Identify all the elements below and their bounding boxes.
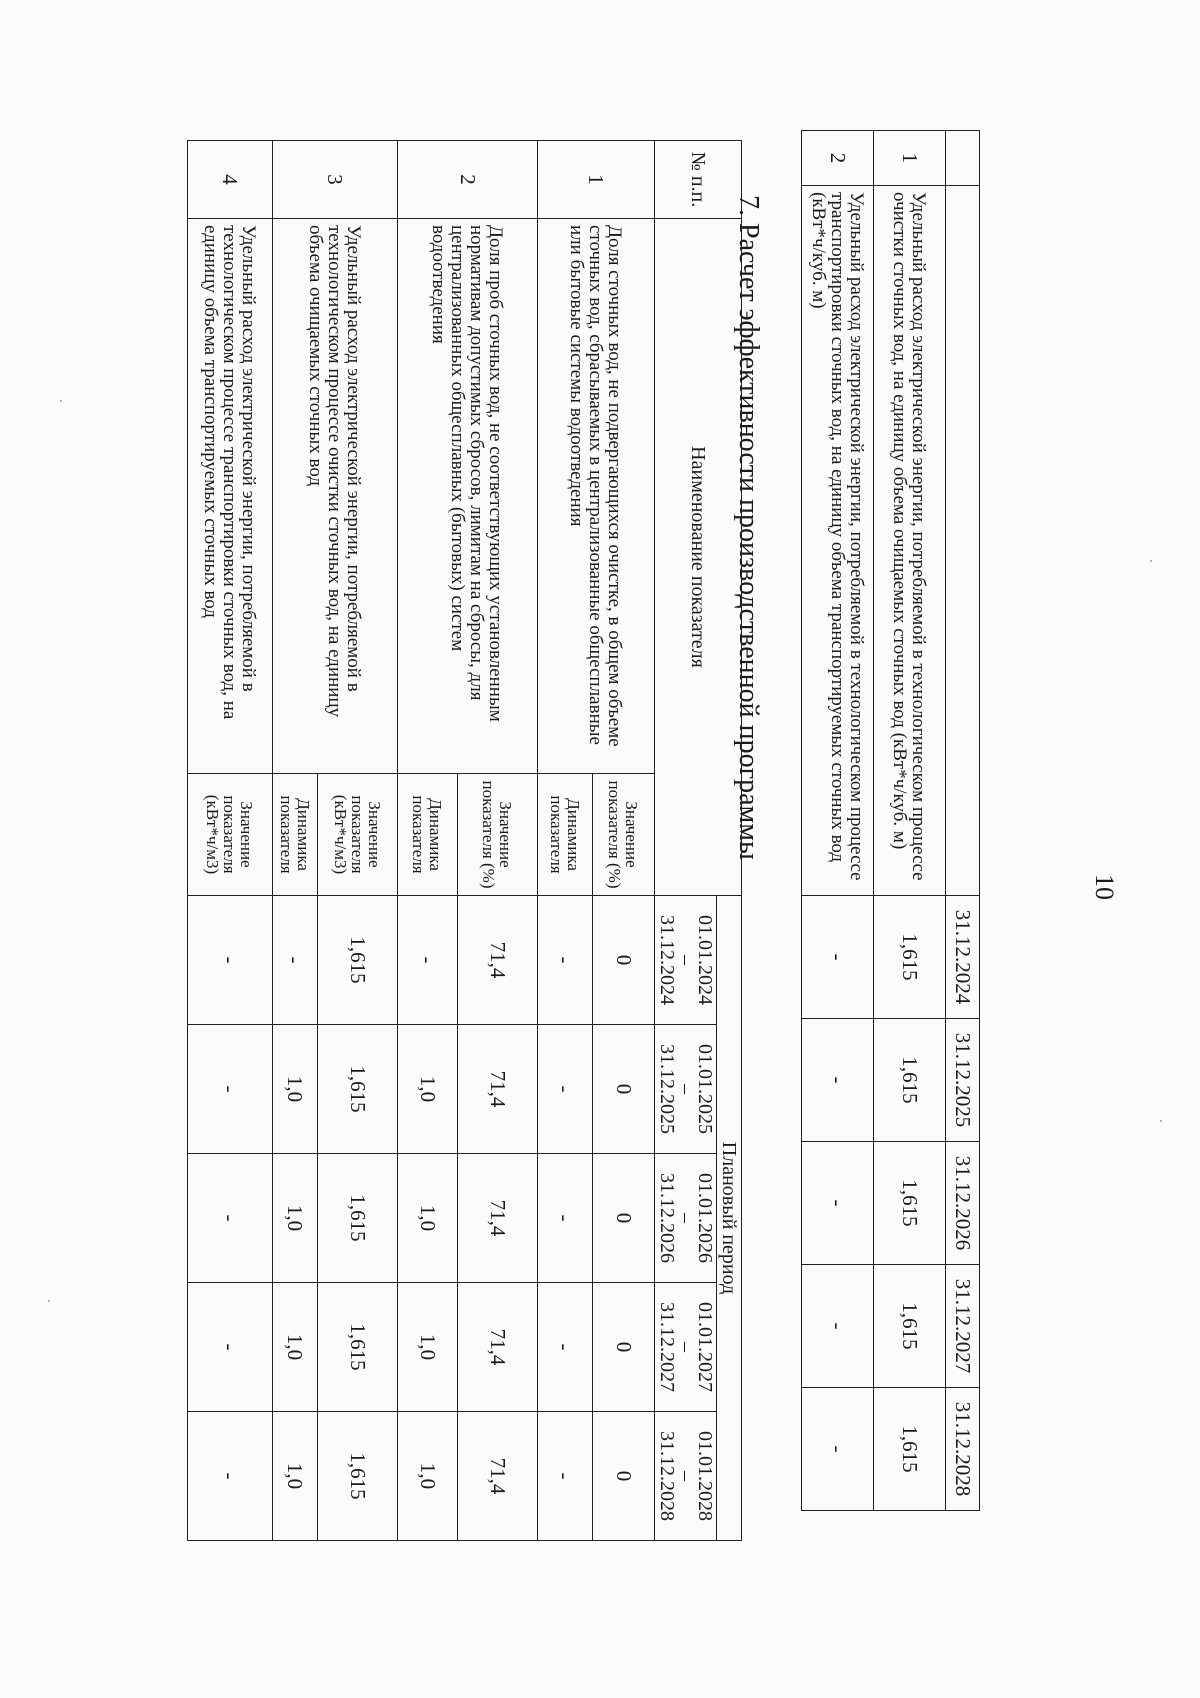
top-date-header: 31.12.2025	[946, 1019, 980, 1142]
indicator-row	[593, 141, 655, 1541]
period-dash: –	[675, 1213, 697, 1223]
value-cell: -	[802, 1388, 874, 1511]
indicator-row	[458, 141, 538, 1541]
period-cell	[655, 1412, 717, 1541]
period-dash: –	[675, 1084, 697, 1094]
value-cell: -	[802, 1019, 874, 1142]
period-from: 01.01.2026	[694, 1173, 716, 1263]
value-cell: -	[188, 1412, 273, 1541]
value-cell: 71,4	[458, 1412, 538, 1541]
value-cell: -	[188, 896, 273, 1025]
value-cell: -	[538, 1154, 593, 1283]
value-cell: -	[538, 1025, 593, 1154]
indicator-name: Удельный расход электрической энергии, потребляемой в технологическом процессе транспортировки сточных вод, на единицу объема транспортируемых сточных вод	[188, 219, 273, 774]
value-cell: 1,615	[318, 1154, 398, 1283]
indicator-name: Удельный расход электрической энергии, потребляемой в технологическом процессе очистки сточных вод, на единицу объема очищаемых сточных вод	[273, 219, 398, 774]
scan-speck	[1160, 1120, 1162, 1122]
value-cell: 71,4	[458, 1283, 538, 1412]
page-number: 10	[1090, 874, 1119, 900]
value-cell: 0	[593, 1412, 655, 1541]
top-date-header: 31.12.2024	[946, 896, 980, 1019]
value-cell: -	[802, 1265, 874, 1388]
top-date-header: 31.12.2028	[946, 1388, 980, 1511]
value-cell: 71,4	[458, 1025, 538, 1154]
row-number: 2	[802, 131, 874, 186]
sub-label: Значение показателя (кВт*ч/м3)	[318, 774, 398, 896]
sub-label: Динамика показателя	[273, 774, 318, 896]
value-cell: -	[188, 1283, 273, 1412]
sub-label: Динамика показателя	[398, 774, 458, 896]
value-cell: 0	[593, 896, 655, 1025]
period-from: 01.01.2028	[694, 1431, 716, 1521]
period-dash: –	[675, 955, 697, 965]
value-cell: -	[802, 1142, 874, 1265]
indicator-name: Удельный расход электрической энергии, потребляемой в технологическом процессе очистки сточных вод, на единицу объема очищаемых сточных вод (кВт*ч/куб. м)	[874, 186, 946, 896]
section-title: 7. Расчет эффективности производственной программы	[733, 195, 764, 860]
scan-speck	[48, 1300, 50, 1302]
sub-label: Значение показателя (кВт*ч/м3)	[188, 774, 273, 896]
value-cell: 0	[593, 1154, 655, 1283]
value-cell: 1,615	[874, 1142, 946, 1265]
value-cell: 1,0	[273, 1154, 318, 1283]
value-cell: 1,0	[273, 1412, 318, 1541]
period-cell	[655, 1283, 717, 1412]
top-table-block	[801, 130, 980, 1511]
value-cell: -	[538, 1412, 593, 1541]
value-cell: 1,615	[318, 1283, 398, 1412]
scan-speck	[60, 400, 62, 402]
period-to: 31.12.2024	[656, 915, 678, 1005]
period-from: 01.01.2024	[694, 915, 716, 1005]
row-number: 1	[874, 131, 946, 186]
column-header-name: Наименование показателя	[655, 219, 742, 896]
value-cell: -	[273, 896, 318, 1025]
value-cell: 1,0	[398, 1025, 458, 1154]
main-table	[187, 140, 742, 1541]
value-cell: -	[538, 896, 593, 1025]
period-from: 01.01.2027	[694, 1302, 716, 1392]
period-to: 31.12.2027	[656, 1302, 678, 1392]
period-dash: –	[675, 1342, 697, 1352]
indicator-name: Доля проб сточных вод, не соответствующих установленным нормативам допустимых сбросов, лимитам на сбросы, для централизованных общесплавных (бытовых) систем водоотведения	[398, 219, 538, 774]
top-table-row	[802, 131, 874, 1511]
top-table-header-row	[946, 131, 980, 1511]
sub-label: Значение показателя (%)	[458, 774, 538, 896]
period-dash: –	[675, 1471, 697, 1481]
value-cell: 71,4	[458, 1154, 538, 1283]
value-cell: -	[398, 896, 458, 1025]
period-header: Плановый период	[717, 896, 742, 1541]
row-number: 2	[398, 141, 538, 219]
value-cell: 1,615	[874, 1019, 946, 1142]
indicator-row	[318, 141, 398, 1541]
indicator-row	[188, 141, 273, 1541]
row-number: 1	[538, 141, 655, 219]
value-cell: -	[538, 1283, 593, 1412]
value-cell: 1,0	[273, 1283, 318, 1412]
top-table-empty-cell	[946, 186, 980, 896]
value-cell: 1,615	[874, 896, 946, 1019]
value-cell: 0	[593, 1283, 655, 1412]
period-from: 01.01.2025	[694, 1044, 716, 1134]
value-cell: 1,615	[318, 1025, 398, 1154]
scan-speck	[1150, 560, 1152, 562]
value-cell: -	[188, 1154, 273, 1283]
value-cell: 1,0	[398, 1412, 458, 1541]
value-cell: 1,615	[874, 1265, 946, 1388]
sub-label: Значение показателя (%)	[593, 774, 655, 896]
period-cell	[655, 896, 717, 1025]
period-to: 31.12.2028	[656, 1431, 678, 1521]
value-cell: 1,615	[874, 1388, 946, 1511]
value-cell: 1,615	[318, 1412, 398, 1541]
top-date-header: 31.12.2027	[946, 1265, 980, 1388]
top-date-header: 31.12.2026	[946, 1142, 980, 1265]
top-table-empty-cell	[946, 131, 980, 186]
indicator-name: Удельный расход электрической энергии, потребляемой в технологическом процессе транспортировки сточных вод, на единицу объема транспортируемых сточных вод (кВт*ч/куб. м)	[802, 186, 874, 896]
value-cell: -	[802, 896, 874, 1019]
row-number: 4	[188, 141, 273, 219]
value-cell: 1,0	[398, 1283, 458, 1412]
main-table-block	[187, 140, 742, 1541]
row-number: 3	[273, 141, 398, 219]
column-header-number: № п.п.	[655, 141, 742, 219]
value-cell: 71,4	[458, 896, 538, 1025]
period-to: 31.12.2025	[656, 1044, 678, 1134]
period-to: 31.12.2026	[656, 1173, 678, 1263]
value-cell: 1,615	[318, 896, 398, 1025]
period-cell	[655, 1154, 717, 1283]
sub-label: Динамика показателя	[538, 774, 593, 896]
value-cell: -	[188, 1025, 273, 1154]
top-table	[801, 130, 980, 1511]
period-cell	[655, 1025, 717, 1154]
main-table-header-row	[717, 141, 742, 1541]
indicator-name: Доля сточных вод, не подвергающихся очистке, в общем объеме сточных вод, сбрасываемых в централизованные общесплавные или бытовые системы водоотведения	[538, 219, 655, 774]
value-cell: 1,0	[398, 1154, 458, 1283]
top-table-row	[874, 131, 946, 1511]
value-cell: 0	[593, 1025, 655, 1154]
value-cell: 1,0	[273, 1025, 318, 1154]
